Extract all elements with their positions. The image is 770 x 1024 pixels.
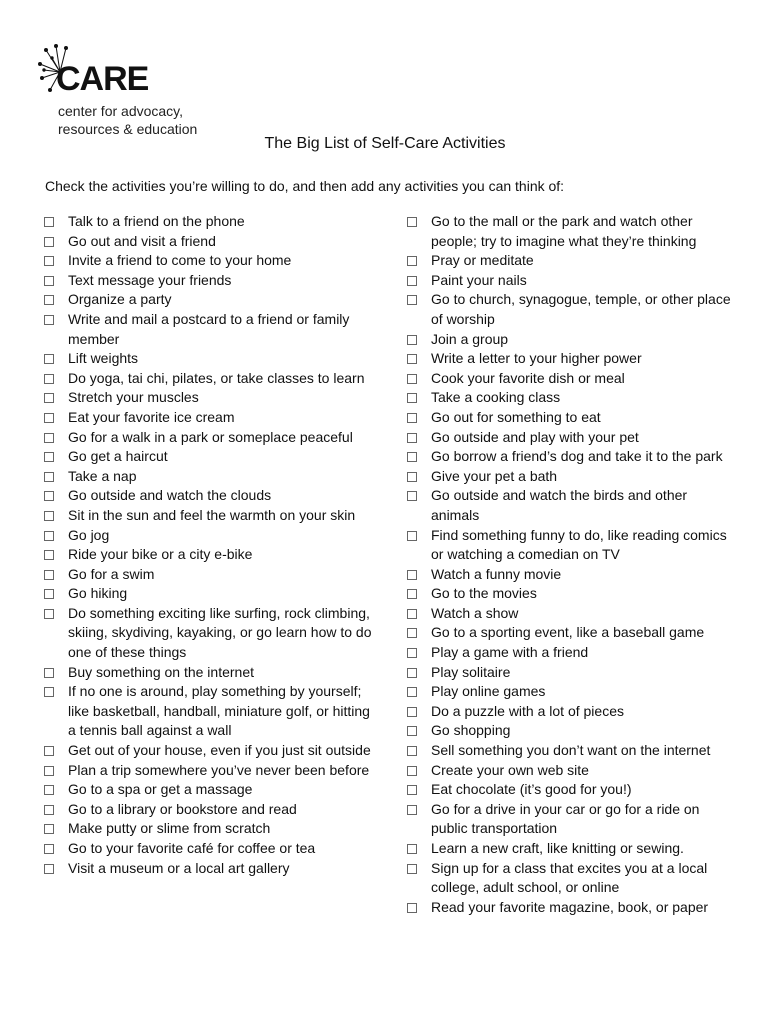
activity-item	[44, 408, 374, 428]
activity-label: Go to a spa or get a massage	[68, 781, 253, 798]
activity-checkbox[interactable]	[407, 628, 417, 638]
activity-checkbox[interactable]	[44, 472, 54, 482]
activity-label: Go for a swim	[68, 565, 155, 582]
activity-label: Take a nap	[68, 467, 137, 484]
activity-list-left	[44, 212, 374, 878]
document-title: The Big List of Self-Care Activities	[264, 135, 506, 152]
activity-item	[44, 506, 374, 526]
activity-label: Write a letter to your higher power	[431, 350, 642, 367]
activity-item	[407, 702, 737, 722]
activity-label: Do something exciting like surfing, rock climbing, skiing, skydiving, kayaking, or go learn how to do one of these things	[68, 604, 372, 661]
activity-checkbox[interactable]	[407, 570, 417, 580]
activity-label: Sign up for a class that excites you at a local college, adult school, or online	[431, 859, 708, 896]
activity-item	[407, 486, 737, 525]
activity-label: Join a group	[431, 330, 509, 347]
activity-checkbox[interactable]	[44, 237, 54, 247]
activity-checkbox[interactable]	[407, 295, 417, 305]
activity-item	[407, 349, 737, 369]
activity-label: Find something funny to do, like reading comics or watching a comedian on TV	[431, 526, 727, 563]
activity-label: Give your pet a bath	[431, 467, 558, 484]
activity-item	[44, 467, 374, 487]
activity-checkbox[interactable]	[44, 256, 54, 266]
activity-checkbox[interactable]	[407, 374, 417, 384]
activity-label: Stretch your muscles	[68, 389, 199, 406]
activity-label: Watch a show	[431, 604, 519, 621]
activity-item	[407, 663, 737, 683]
activity-item	[407, 271, 737, 291]
activity-checkbox[interactable]	[44, 785, 54, 795]
activity-label: Visit a museum or a local art gallery	[68, 859, 290, 876]
activity-checkbox[interactable]	[44, 531, 54, 541]
activity-label: Play a game with a friend	[431, 644, 589, 661]
activity-checkbox[interactable]	[44, 550, 54, 560]
activity-checkbox[interactable]	[407, 687, 417, 697]
activity-checkbox[interactable]	[407, 491, 417, 501]
activity-checkbox[interactable]	[407, 256, 417, 266]
activity-item	[44, 859, 374, 879]
activity-item	[407, 388, 737, 408]
logo-tagline-line: center for advocacy,	[58, 103, 184, 119]
activity-item	[407, 447, 737, 467]
activity-label: Write and mail a postcard to a friend or family member	[68, 310, 350, 347]
activity-item	[44, 741, 374, 761]
logo-tagline	[58, 102, 197, 138]
activity-label: Go jog	[68, 526, 110, 543]
activity-item	[407, 584, 737, 604]
activity-item	[407, 859, 737, 898]
activity-item	[44, 663, 374, 683]
activity-checkbox[interactable]	[407, 354, 417, 364]
activity-checkbox[interactable]	[44, 217, 54, 227]
activity-label: Go out and visit a friend	[68, 232, 216, 249]
activity-label: Go to church, synagogue, temple, or other place of worship	[431, 291, 731, 327]
activity-item	[44, 565, 374, 585]
logo-wordmark: CARE	[56, 60, 149, 98]
care-logo	[38, 44, 158, 100]
activity-checkbox[interactable]	[407, 726, 417, 736]
activity-label: Go outside and watch the clouds	[68, 487, 272, 504]
activity-checkbox[interactable]	[407, 472, 417, 482]
activity-item	[407, 565, 737, 585]
activity-item	[44, 545, 374, 565]
activity-label: Buy something on the internet	[68, 663, 255, 680]
activity-item	[407, 839, 737, 859]
activity-label: Organize a party	[68, 291, 172, 308]
activity-label: Go borrow a friend’s dog and take it to the park	[431, 448, 723, 465]
activity-item	[407, 780, 737, 800]
activity-label: Do yoga, tai chi, pilates, or take classes to learn	[68, 369, 365, 386]
activity-checkbox[interactable]	[407, 864, 417, 874]
activity-label: Plan a trip somewhere you’ve never been before	[68, 761, 370, 778]
activity-checkbox[interactable]	[44, 824, 54, 834]
activity-item	[407, 604, 737, 624]
activity-checkbox[interactable]	[407, 844, 417, 854]
activity-item	[44, 604, 374, 663]
activity-item	[44, 388, 374, 408]
activity-checkbox[interactable]	[44, 393, 54, 403]
activity-checkbox[interactable]	[44, 295, 54, 305]
activity-item	[407, 408, 737, 428]
activity-label: Read your favorite magazine, book, or paper	[431, 898, 709, 915]
activity-label: Eat chocolate (it’s good for you!)	[431, 781, 632, 798]
activity-label: Paint your nails	[431, 271, 527, 288]
activity-item	[407, 330, 737, 350]
activity-checkbox[interactable]	[44, 570, 54, 580]
activity-item	[44, 212, 374, 232]
activity-item	[44, 349, 374, 369]
activity-label: Play solitaire	[431, 663, 511, 680]
activity-item	[44, 780, 374, 800]
activity-label: Go to a library or bookstore and read	[68, 800, 297, 817]
activity-label: Get out of your house, even if you just sit outside	[68, 742, 371, 759]
activity-checkbox[interactable]	[44, 491, 54, 501]
activity-label: Play online games	[431, 683, 546, 700]
activity-checkbox[interactable]	[44, 374, 54, 384]
activity-checkbox[interactable]	[407, 668, 417, 678]
activity-checkbox[interactable]	[44, 452, 54, 462]
logo-tagline-line: resources & education	[58, 121, 198, 137]
activity-item	[407, 428, 737, 448]
activity-item	[407, 526, 737, 565]
activity-list-right	[407, 212, 737, 917]
activity-checkbox[interactable]	[44, 433, 54, 443]
activity-item	[407, 212, 737, 251]
activity-checkbox[interactable]	[44, 511, 54, 521]
activity-item	[407, 369, 737, 389]
activity-label: Watch a funny movie	[431, 565, 562, 582]
activity-item	[407, 290, 737, 329]
activity-item	[44, 761, 374, 781]
activity-checkbox[interactable]	[44, 805, 54, 815]
activity-checkbox[interactable]	[44, 687, 54, 697]
activity-checkbox[interactable]	[407, 217, 417, 227]
activity-label: Learn a new craft, like knitting or sewing.	[431, 840, 684, 856]
activity-label: Go outside and watch the birds and other animals	[431, 487, 688, 523]
activity-checkbox[interactable]	[44, 864, 54, 874]
activity-checkbox[interactable]	[407, 746, 417, 756]
activity-label: Go out for something to eat	[431, 408, 601, 425]
activity-item	[44, 251, 374, 271]
activity-checkbox[interactable]	[407, 589, 417, 599]
activity-label: Do a puzzle with a lot of pieces	[431, 702, 624, 719]
activity-item	[44, 232, 374, 252]
activity-item	[407, 898, 737, 918]
activity-item	[44, 584, 374, 604]
activity-checkbox[interactable]	[44, 609, 54, 619]
activity-item	[44, 428, 374, 448]
activity-item	[44, 447, 374, 467]
activity-item	[44, 819, 374, 839]
activity-label: If no one is around, play something by yourself; like basketball, handball, miniature golf, or hitting a tennis ball against a wall	[68, 683, 370, 739]
activity-label: Go shopping	[431, 722, 511, 739]
activity-checkbox[interactable]	[44, 844, 54, 854]
activity-checkbox[interactable]	[407, 707, 417, 717]
activity-item	[407, 741, 737, 761]
activity-label: Cook your favorite dish or meal	[431, 369, 625, 386]
activity-checkbox[interactable]	[407, 433, 417, 443]
activity-checkbox[interactable]	[407, 805, 417, 815]
activity-item	[44, 290, 374, 310]
activity-label: Go get a haircut	[68, 448, 168, 465]
activity-label: Lift weights	[68, 350, 139, 367]
activity-label: Take a cooking class	[431, 389, 561, 406]
activity-label: Sit in the sun and feel the warmth on your skin	[68, 506, 356, 523]
activity-label: Sell something you don’t want on the internet	[431, 742, 711, 759]
activity-checkbox[interactable]	[44, 589, 54, 599]
activity-checkbox[interactable]	[44, 276, 54, 286]
activity-checkbox[interactable]	[407, 276, 417, 286]
activity-checkbox[interactable]	[407, 785, 417, 795]
activity-item	[44, 526, 374, 546]
activity-checkbox[interactable]	[407, 903, 417, 913]
activity-item	[407, 761, 737, 781]
activity-item	[407, 800, 737, 839]
activity-label: Go to a sporting event, like a baseball game	[431, 624, 705, 641]
activity-label: Go for a drive in your car or go for a ride on public transportation	[431, 800, 700, 837]
activity-label: Go to your favorite café for coffee or tea	[68, 840, 316, 856]
activity-item	[407, 721, 737, 741]
activity-checkbox[interactable]	[407, 766, 417, 776]
activity-label: Talk to a friend on the phone	[68, 213, 245, 229]
activity-item	[407, 467, 737, 487]
activity-checkbox[interactable]	[44, 315, 54, 325]
activity-checkbox[interactable]	[44, 668, 54, 678]
activity-label: Create your own web site	[431, 761, 589, 778]
activity-item	[407, 643, 737, 663]
activity-item	[407, 682, 737, 702]
activity-item	[407, 623, 737, 643]
activity-item	[44, 800, 374, 820]
activity-checkbox[interactable]	[407, 609, 417, 619]
activity-item	[44, 839, 374, 859]
activity-checkbox[interactable]	[44, 766, 54, 776]
activity-item	[44, 310, 374, 349]
activity-label: Pray or meditate	[431, 252, 534, 269]
activity-item	[44, 271, 374, 291]
activity-label: Make putty or slime from scratch	[68, 820, 271, 837]
activity-item	[44, 682, 374, 741]
activity-label: Eat your favorite ice cream	[68, 408, 235, 425]
activity-label: Ride your bike or a city e-bike	[68, 546, 253, 563]
activity-checkbox[interactable]	[407, 413, 417, 423]
activity-label: Go to the movies	[431, 585, 537, 602]
activity-checkbox[interactable]	[44, 354, 54, 364]
activity-checkbox[interactable]	[407, 648, 417, 658]
activity-checkbox[interactable]	[44, 413, 54, 423]
activity-item	[44, 486, 374, 506]
activity-label: Invite a friend to come to your home	[68, 252, 292, 269]
activity-item	[44, 369, 374, 389]
activity-checkbox[interactable]	[407, 531, 417, 541]
logo-mark	[38, 44, 158, 100]
activity-label: Go outside and play with your pet	[431, 428, 639, 445]
activity-checkbox[interactable]	[407, 393, 417, 403]
activity-label: Go to the mall or the park and watch other people; try to imagine what they’re thinking	[431, 213, 697, 249]
activity-label: Text message your friends	[68, 271, 232, 288]
activity-label: Go for a walk in a park or someplace peaceful	[68, 428, 353, 445]
activity-checkbox[interactable]	[407, 335, 417, 345]
activity-label: Go hiking	[68, 585, 128, 602]
activity-checkbox[interactable]	[44, 746, 54, 756]
activity-checkbox[interactable]	[407, 452, 417, 462]
instructions-text: Check the activities you’re willing to do, and then add any activities you can think of:	[45, 178, 565, 194]
activity-item	[407, 251, 737, 271]
